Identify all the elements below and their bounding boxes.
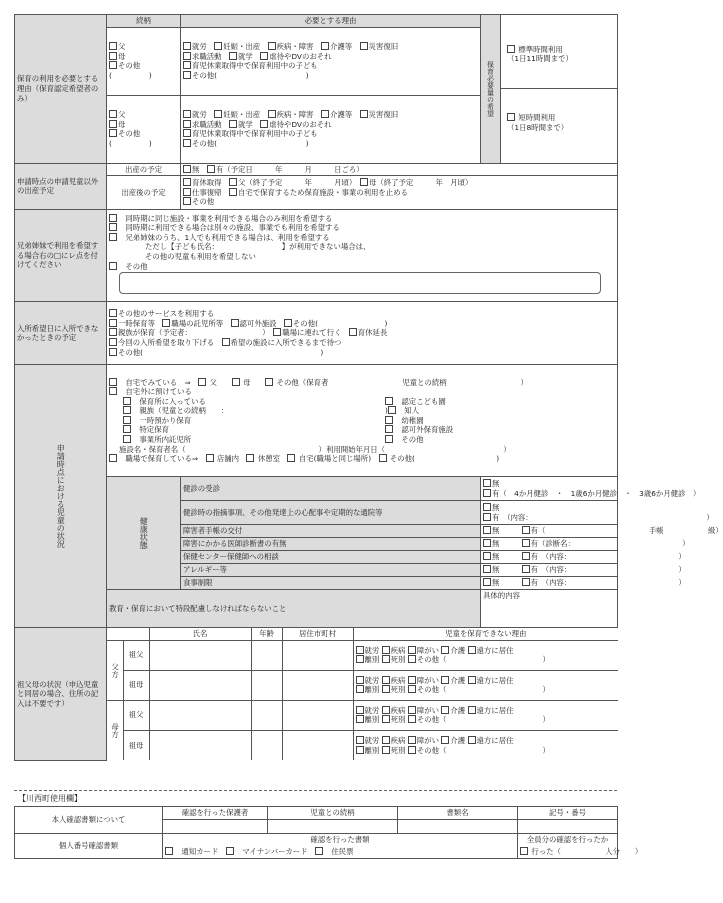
reason-childcare-leave[interactable]: 育児休業取得中で保育利用中の子ども (183, 61, 478, 71)
id-docname-field[interactable] (398, 819, 518, 833)
gp-mat-gf-age[interactable] (251, 700, 282, 730)
gp-paternal-label: 父方 (107, 640, 123, 700)
diag-options (481, 538, 690, 551)
reason2-illness[interactable]: 疾病・障害 (268, 110, 314, 119)
application-form-table (14, 14, 723, 761)
reason2-work[interactable]: 就労 (183, 110, 207, 119)
std-option[interactable]: 標準時間利用 (507, 45, 617, 55)
out-care[interactable]: 自宅外に預けている (109, 387, 615, 397)
advice-label: 健診時の指摘事項、その他発達上の心配事や定期的な通院等 (181, 501, 481, 525)
s2-before-label: 出産の予定 (107, 163, 181, 176)
out-relative[interactable]: 親族（児童との続柄 ： (123, 406, 385, 416)
id-check-label: 本人確認書類について (15, 807, 163, 834)
home-father[interactable]: 父 (198, 378, 217, 387)
gp-pat-gf-city[interactable] (282, 640, 353, 670)
special-detail-field[interactable] (481, 590, 618, 628)
work-other[interactable]: その他( ) (379, 454, 500, 463)
s1-reasons-1 (181, 27, 481, 95)
short-option[interactable]: 短時間利用 (507, 113, 617, 123)
mynumber-all-header: 全員分の確認を行ったか (518, 833, 618, 845)
cut-line (14, 790, 617, 791)
diet-label: 食事制限 (181, 577, 481, 590)
sibling-except-note: その他の児童も利用を希望しない (145, 251, 256, 261)
sibling-separate[interactable]: 同時期に利用できる場合は別々の施設、事業でも利用を希望する (109, 223, 615, 233)
sibling-except: ただし【子ども氏名： 】が利用できない場合は、 (145, 242, 371, 252)
s2-label: 申請時点の申請児童以外の出産予定 (15, 163, 107, 210)
gp-maternal-label: 母方 (107, 700, 123, 760)
out-unlicensed[interactable]: 認可外保育施設 (385, 425, 453, 435)
mynumber-done[interactable]: 行った（ 人分 ） (518, 845, 618, 858)
plan-wait[interactable]: 希望の施設に入所できるまで待つ (222, 338, 342, 347)
mynumber-doc-header: 確認を行った書類 (163, 833, 518, 845)
plan-bring[interactable]: 職場に連れて行く (273, 328, 341, 337)
office-use-label: 【川西町使用欄】 (18, 794, 82, 803)
mynumber-docs (163, 845, 518, 858)
out-friend[interactable]: ) 知人 (385, 406, 420, 416)
health-label: 健康状態 (107, 477, 181, 590)
s2-after-label: 出産後の予定 (107, 176, 181, 210)
reason2-pregnancy[interactable]: 妊娠・出産 (214, 110, 260, 119)
handbook-options (481, 525, 723, 538)
after-other[interactable]: その他 (183, 197, 615, 207)
work-home[interactable]: 自宅(職場と同じ場所) (287, 454, 371, 463)
reason-jobhunt[interactable]: 求職活動 (183, 52, 222, 61)
out-special[interactable]: 特定保育 (123, 425, 385, 435)
out-kindergarten[interactable]: 幼稚園 (385, 416, 453, 426)
gp-mat-gm-label: 祖母 (123, 730, 149, 760)
gp-mat-gf-label: 祖父 (123, 700, 149, 730)
home-mother[interactable]: 母 (232, 378, 251, 387)
rel-other[interactable]: その他 (109, 61, 178, 71)
gp-pat-gm-name[interactable] (149, 670, 251, 700)
reason2-care[interactable]: 介護等 (321, 110, 352, 119)
gp-pat-gm-reason: 就労 疾病 障がい 介護 遠方に居住 離別 死別 その他（ ） (353, 670, 618, 700)
rel-father[interactable]: 父 (109, 42, 178, 52)
gp-pat-gf-name[interactable] (149, 640, 251, 670)
s4-options (107, 302, 618, 365)
diet-yes[interactable]: 有 （内容： ） (522, 578, 686, 587)
special-label: 教育・保育において特段配慮しなければならないこと (107, 590, 481, 628)
birth-none[interactable]: 無 (183, 165, 199, 174)
out-nursery[interactable]: 保育所に入っている (123, 397, 385, 407)
s1-label: 保育の利用を必要とする理由（保育認定希望者のみ） (15, 15, 107, 164)
checkup-label: 健診の受診 (181, 477, 481, 501)
id-number-header: 記号・番号 (518, 807, 618, 820)
handbook-label: 障害者手帳の交付 (181, 525, 481, 538)
sibling-same[interactable]: 同時期に同じ施設・事業を利用できる場合のみ利用を希望する (109, 214, 615, 224)
gp-pat-gf-reason: 就労 疾病 障がい 介護 遠方に居住 離別 死別 その他（ ） (353, 640, 618, 670)
center-no[interactable]: 無 (483, 552, 499, 561)
after-leave[interactable]: 育休取得 (183, 178, 222, 187)
work-break[interactable]: 休憩室 (246, 454, 280, 463)
reason-study[interactable]: 就学 (229, 52, 253, 61)
diet-no[interactable]: 無 (483, 578, 499, 587)
doc-notice-card[interactable]: 通知カード (165, 847, 218, 856)
reason-abuse[interactable]: 虐待やDVのおそれ (260, 52, 331, 61)
gp-mat-gf-name[interactable] (149, 700, 251, 730)
allergy-yes[interactable]: 有 （内容： ） (522, 565, 686, 574)
rel-mother[interactable]: 母 (109, 52, 178, 62)
center-label: 保健センター保健師への相談 (181, 551, 481, 564)
gp-mat-gf-city[interactable] (282, 700, 353, 730)
id-relation-header: 児童との続柄 (268, 807, 398, 820)
reason2-study[interactable]: 就学 (229, 120, 253, 129)
plan-other2[interactable]: その他( ) (109, 348, 615, 358)
diag-yes[interactable]: 有（診断名： ） (522, 539, 690, 548)
grandparents-table (107, 628, 618, 760)
allergy-label: アレルギー等 (181, 564, 481, 577)
after-mother[interactable]: 母（終了予定 年 月頃） (360, 178, 472, 187)
checkup-yes[interactable]: 有（ 4か月健診 ・ 1歳6か月健診 ・ 3歳6か月健診 ） (483, 489, 615, 499)
plan-relative[interactable]: 親族が保育（予定者： ） (109, 328, 266, 337)
s5-care-options (107, 365, 618, 477)
after-father[interactable]: 父（終了予定 年 月頃） (229, 178, 353, 187)
home-other[interactable]: その他（保育者 児童との続柄 ） (265, 378, 528, 387)
rel2-other[interactable]: その他 (109, 129, 178, 139)
out-temp[interactable]: 一時預かり保育 (123, 416, 385, 426)
plan-withdraw[interactable]: 今回の入所希望を取り下げる (109, 338, 214, 347)
id-parent-header: 確認を行った保護者 (163, 807, 268, 820)
out-kodomoen[interactable]: 認定こども園 (385, 397, 453, 407)
reason2-other[interactable]: その他( ) (183, 139, 478, 149)
short-checkbox[interactable] (507, 113, 515, 121)
reason2-childcare-leave[interactable]: 育児休業取得中で保育利用中の子ども (183, 129, 478, 139)
s6-label: 祖父母の状況（申込児童と同居の場合、住所の記入は不要です） (15, 628, 107, 761)
mynumber-label: 個人番号確認書類 (15, 833, 163, 858)
plan-service[interactable]: その他のサービスを利用する (109, 309, 615, 319)
after-stop[interactable]: 自宅で保育するため保育施設・事業の利用を止める (229, 188, 408, 197)
s1-hope-label: 保育必要量の希望 (481, 15, 501, 164)
work-care[interactable]: 職場で保育している⇒ (109, 454, 198, 463)
s4-label: 入所希望日に入所できなかったときの予定 (15, 302, 107, 365)
plan-extend[interactable]: 育休延長 (349, 328, 388, 337)
plan-unlicensed[interactable]: 認可外施設 (231, 319, 277, 328)
rel2-other-field[interactable]: ( ) (109, 138, 152, 148)
out-other[interactable]: その他 (385, 435, 453, 445)
advice-yes[interactable]: 有 （内容： ） (483, 513, 615, 523)
rel2-father[interactable]: 父 (109, 110, 178, 120)
plan-other1[interactable]: その他( ) (284, 319, 387, 328)
reason2-disaster[interactable]: 災害復旧 (360, 110, 399, 119)
reason2-abuse[interactable]: 虐待やDVのおそれ (260, 120, 331, 129)
sibling-one[interactable]: 兄弟姉妹のうち、1人でも利用できる場合は、利用を希望する (109, 233, 615, 243)
reason-work[interactable]: 就労 (183, 42, 207, 51)
sibling-other-field[interactable] (119, 272, 601, 294)
s1-reasons-2 (181, 95, 481, 163)
handbook-no[interactable]: 無 (483, 526, 499, 535)
rel2-mother[interactable]: 母 (109, 120, 178, 130)
s1-rel-1 (107, 27, 181, 95)
std-checkbox[interactable] (507, 45, 515, 53)
gp-pat-gm-city[interactable] (282, 670, 353, 700)
home-care[interactable]: 自宅でみている ⇒ (109, 378, 191, 387)
facility-field[interactable]: 施設名・保育者名（ ）利用開始年月日（ ） (119, 444, 511, 454)
checkup-no[interactable]: 無 (483, 479, 615, 489)
office-use-table (14, 806, 643, 859)
special-detail-label: 具体的内容 (483, 591, 520, 601)
doc-residence[interactable]: 住民票 (315, 847, 354, 856)
gp-mat-gm-city[interactable] (282, 730, 353, 760)
s1-reason-header: 必要とする理由 (181, 15, 481, 28)
reason-disaster[interactable]: 災害復旧 (360, 42, 399, 51)
diet-options (481, 577, 686, 590)
s1-hope-cell (501, 15, 618, 164)
s1-rel-header: 続柄 (107, 15, 181, 28)
id-docname-header: 書類名 (398, 807, 518, 820)
gp-mat-gm-age[interactable] (251, 730, 282, 760)
s2-before-options (181, 163, 618, 176)
allergy-options (481, 564, 686, 577)
checkup-options (481, 477, 701, 501)
gp-mat-gm-name[interactable] (149, 730, 251, 760)
std-note: （1日11時間まで） (507, 54, 573, 64)
reason-care[interactable]: 介護等 (321, 42, 352, 51)
reason-other[interactable]: その他( ) (183, 71, 478, 81)
short-note: （1日8時間まで） (507, 122, 569, 132)
gp-header-reason: 児童を保育できない理由 (353, 628, 618, 640)
gp-mat-gm-reason: 就労 疾病 障がい 介護 遠方に居住 離別 死別 その他（ ） (353, 730, 618, 760)
gp-pat-gf-age[interactable] (251, 640, 282, 670)
reason2-jobhunt[interactable]: 求職活動 (183, 120, 222, 129)
s3-options (107, 210, 618, 302)
center-options (481, 551, 686, 564)
id-parent-field[interactable] (163, 819, 268, 833)
id-number-field[interactable] (518, 819, 618, 833)
diag-label: 障害にかかる医師診断書の有無 (181, 538, 481, 551)
gp-mat-gf-reason: 就労 疾病 障がい 介護 遠方に居住 離別 死別 その他（ ） (353, 700, 618, 730)
gp-pat-gm-age[interactable] (251, 670, 282, 700)
rel-other-field[interactable]: ( ) (109, 70, 152, 80)
sibling-other[interactable]: その他 (109, 262, 615, 272)
reason-pregnancy[interactable]: 妊娠・出産 (214, 42, 260, 51)
s1-rel-2 (107, 95, 181, 163)
plan-workplace[interactable]: 職場の託児所等 (162, 319, 223, 328)
advice-no[interactable]: 無 (483, 503, 615, 513)
s2-after-options (181, 176, 618, 210)
doc-mynumber-card[interactable]: マイナンバーカード (226, 847, 308, 856)
center-yes[interactable]: 有 （内容： ） (522, 552, 686, 561)
handbook-yes[interactable]: 有（ 手帳 級） (522, 526, 723, 535)
advice-options (481, 501, 714, 525)
s5-label: 申請時点における児童の状況 (15, 365, 107, 628)
plan-temp[interactable]: 一時保育等 (109, 319, 155, 328)
reason-illness[interactable]: 疾病・障害 (268, 42, 314, 51)
gp-header-name: 氏名 (149, 628, 251, 640)
grandparents-container (107, 628, 618, 761)
s3-label: 兄弟姉妹で利用を希望する場合右の□にレ点を付けてください (15, 210, 107, 302)
out-office[interactable]: 事業所内託児所 (123, 435, 385, 445)
diag-no[interactable]: 無 (483, 539, 499, 548)
after-return[interactable]: 仕事復帰 (183, 188, 222, 197)
allergy-no[interactable]: 無 (483, 565, 499, 574)
gp-pat-gf-label: 祖父 (123, 640, 149, 670)
gp-header-age: 年齢 (251, 628, 282, 640)
gp-header-city: 居住市町村 (282, 628, 353, 640)
work-store[interactable]: 店舗内 (206, 454, 240, 463)
id-relation-field[interactable] (268, 819, 398, 833)
birth-yes[interactable]: 有（予定日 年 月 日ごろ） (207, 165, 364, 174)
gp-pat-gm-label: 祖母 (123, 670, 149, 700)
